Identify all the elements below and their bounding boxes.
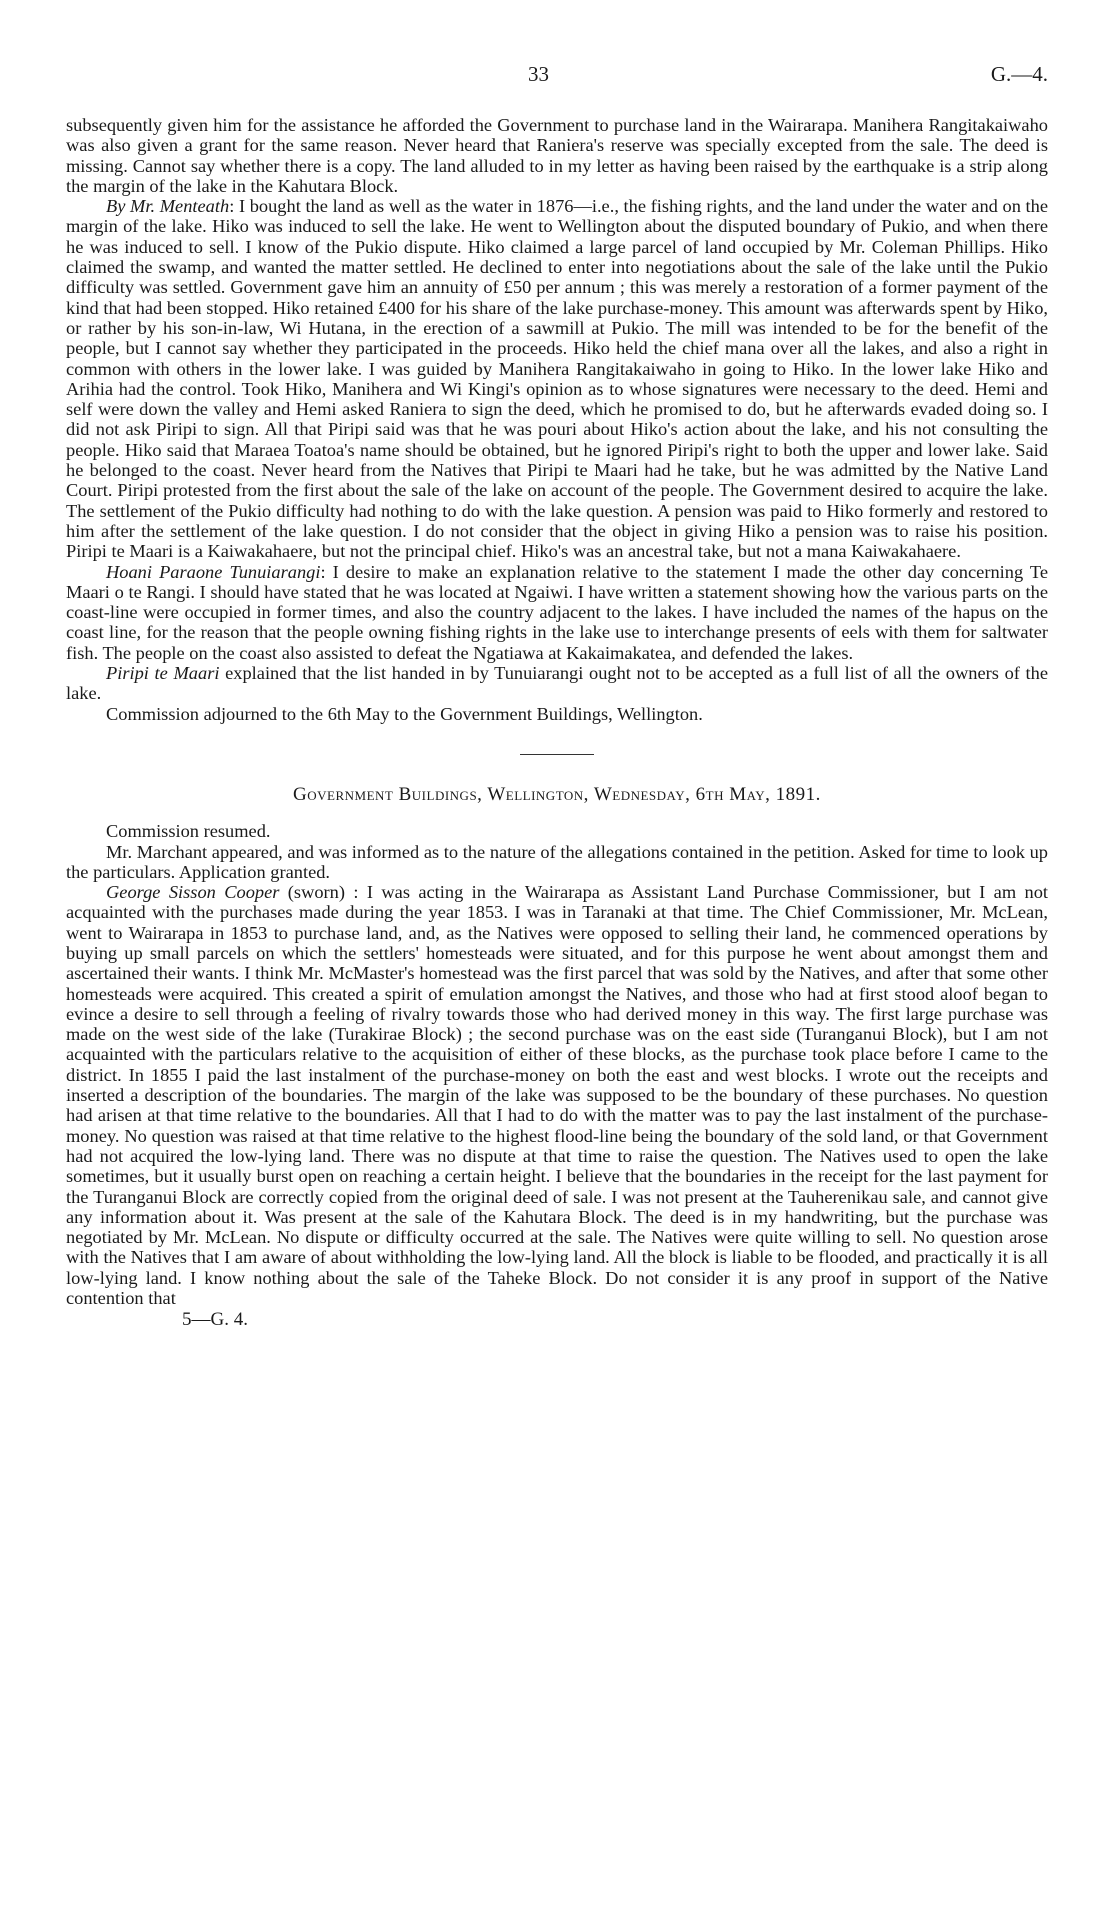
section-heading: Government Buildings, Wellington, Wednesday, 6th May, 1891. [293, 783, 821, 805]
page-header [0, 62, 1114, 92]
paragraph: subsequently given him for the assistance he afforded the Government to purchase land in the Wairarapa. Manihera Rangitakaiwaho was also given a grant for the same reason. Never heard that Raniera's reserve was specially excepted from the sale. The deed is missing. Cannot say whether there is a copy. The land alluded to in my letter as having been raised by the earthquake is a strip along the margin of the lake in the Kahutara Block. [66, 115, 1048, 196]
speaker-name: Hoani Paraone Tunuiarangi [106, 561, 321, 582]
paragraph [66, 196, 1048, 561]
footer-reference: 5—G. 4. [182, 1309, 248, 1331]
speaker-name: By Mr. Menteath [106, 196, 230, 217]
speaker-name: Piripi te Maari [106, 663, 220, 684]
document-reference: G.—4. [990, 62, 1048, 86]
document-body [66, 115, 1048, 1331]
paragraph [66, 882, 1048, 1308]
testimony-text: (sworn) : I was acting in the Wairarapa as Assistant Land Purchase Commissioner, but I am not acquainted with the purchases made during the year 1853. I was in Taranaki at that time. The Chief Commissioner, Mr. McLean, went to Wairarapa in 1853 to purchase land, and, as the Natives were opposed to selling their land, he commenced operations by buying up small parcels on which the settlers' homesteads were situated, and for this purpose he went about amongst them and ascertained their wants. I think Mr. McMaster's homestead was the first parcel that was sold by the Natives, and after that some other homesteads were acquired. This created a spirit of emulation amongst the Natives, and those who had at first stood aloof began to evince a desire to sell through a feeling of rivalry towards those who had derived money in this way. The first large purchase was made on the west side of the lake (Turakirae Block) ; the second purchase was on the east side (Turanganui Block), but I am not acquainted with the particulars relative to the acquisition of either of these blocks, as the purchase took place before I came to the district. In 1855 I paid the last instalment of the purchase-money on both the east and west blocks. I wrote out the receipts and inserted a description of the boundaries. The margin of the lake was supposed to be the boundary of these purchases. No question had arisen at that time relative to the boundaries. All that I had to do with the matter was to pay the last instalment of the purchase-money. No question was raised at that time relative to the highest flood-line being the boundary of the sold land, or that Government had not acquired the low-lying land. There was no dispute at that time to raise the question. The Natives used to open the lake sometimes, but it usually burst open on reaching a certain height. I believe that the boundaries in the receipt for the last payment for the Turanganui Block are correctly copied from the original deed of sale. I was not present at the Tauherenikau sale, and cannot give any information about it. Was present at the sale of the Kahutara Block. The deed is in my handwriting, but the purchase was negotiated by Mr. McLean. No dispute or difficulty occurred at the sale. The Natives were quite willing to sell. No question arose with the Natives that I am aware of about withholding the low-lying land. All the block is liable to be flooded, and practically it is all low-lying land. I know nothing about the sale of the Taheke Block. Do not consider it is any proof in support of the Native contention that [66, 882, 1049, 1309]
page-number: 33 [528, 62, 549, 86]
testimony-text: : I desire to make an explanation relative to the statement I made the other day concerning Te Maari o te Rangi. I should have stated that he was located at Ngaiwi. I have written a statement showing how the various parts on the coast-line were occupied in former times, and also the country adjacent to the lakes. I have included the names of the hapus on the coast line, for the reason that the people owning fishing rights in the lake use to interchange presents of eels with them for saltwater fish. The people on the coast also assisted to defeat the Ngatiawa at Kakaimakatea, and defended the lakes. [66, 561, 1049, 663]
paragraph: Mr. Marchant appeared, and was informed as to the nature of the allegations contained in the petition. Asked for time to look up the particulars. Application granted. [66, 841, 1048, 882]
section-divider [520, 754, 594, 755]
paragraph: Commission adjourned to the 6th May to the Government Buildings, Wellington. [106, 703, 703, 724]
speaker-name: George Sisson Cooper [106, 882, 280, 903]
testimony-text: explained that the list handed in by Tunuiarangi ought not to be accepted as a full list of all the owners of the lake. [66, 663, 1049, 704]
paragraph: Commission resumed. [106, 821, 271, 842]
testimony-text: : I bought the land as well as the water in 1876—i.e., the fishing rights, and the land under the water and on the margin of the lake. Hiko was induced to sell the lake. He went to Wellington about the disputed boundary of Pukio, and when there he was induced to sell. I know of the Pukio dispute. Hiko claimed a large parcel of land occupied by Mr. Coleman Phillips. Hiko claimed the swamp, and wanted the matter settled. He declined to enter into negotiations about the sale of the lake until the Pukio difficulty was settled. Government gave him an annuity of £50 per annum ; this was merely a restoration of a former payment of the kind that had been stopped. Hiko retained £400 for his share of the lake purchase-money. This amount was afterwards spent by Hiko, or rather by his son-in-law, Wi Hutana, in the erection of a sawmill at Pukio. The mill was intended to be for the benefit of the people, but I cannot say whether they participated in the proceeds. Hiko held the chief mana over all the lakes, and also a right in common with others in the lower lake. I was guided by Manihera Rangitakaiwaho in going to Hiko. In the lower lake Hiko and Arihia had the control. Took Hiko, Manihera and Wi Kingi's opinion as to whose signatures were necessary to the deed. Hemi and self were down the valley and Hemi asked Raniera to sign the deed, which he promised to do, but he afterwards evaded doing so. I did not ask Piripi to sign. All that Piripi said was that he was pouri about Hiko's action about the lake, and his not consulting the people. Hiko said that Maraea Toatoa's name should be obtained, but he ignored Piripi's right to both the upper and lower lake. Said he belonged to the coast. Never heard from the Natives that Piripi te Maari had he take, but he was admitted by the Native Land Court. Piripi protested from the first about the sale of the lake on account of the people. The Government desired to acquire the lake. The settlement of the Pukio difficulty had nothing to do with the lake question. A pension was paid to Hiko formerly and restored to him after the settlement of the lake question. I do not consider that the object in giving Hiko a pension was to raise his position. Piripi te Maari is a Kaiwakahaere, but not the principal chief. Hiko's was an ancestral take, but not a mana Kaiwakahaere. [66, 196, 1049, 562]
paragraph [66, 562, 1048, 663]
paragraph [66, 663, 1048, 704]
